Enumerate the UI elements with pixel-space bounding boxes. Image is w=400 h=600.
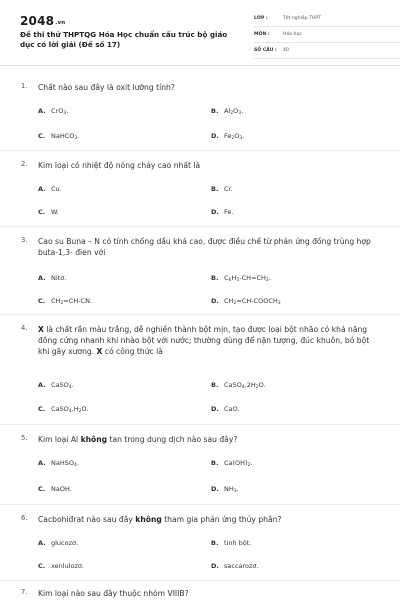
option-text: $NH_3$.	[224, 485, 239, 494]
question-text: Kim loại nào sau đây thuộc nhóm VIIIB?	[38, 589, 189, 598]
option-text: $CH_2=CH-COOCH_3$	[224, 297, 281, 306]
option-b[interactable]: B. $Al_2O_3$.	[211, 107, 244, 116]
meta-row-subject	[254, 30, 400, 43]
option-a[interactable]: A. Cu.	[38, 185, 62, 193]
exam-header	[20, 14, 382, 64]
option-text: saccarozơ.	[224, 562, 259, 570]
exam-title: Đề thi thử THPTQG Hóa Học chuẩn cấu trúc bộ giáo dục có lời giải (Đề số 17)	[20, 30, 228, 49]
option-d[interactable]: D. saccarozơ.	[211, 562, 259, 570]
option-text: NaHSO$_4$.	[51, 459, 79, 468]
option-text: Cu.	[51, 185, 62, 193]
option-text: Nitơ.	[51, 274, 67, 282]
option-text: CrO$_3$.	[51, 107, 69, 116]
header-divider	[0, 65, 400, 66]
option-d[interactable]: D. CaO.	[211, 405, 240, 413]
option-text: CaO.	[224, 405, 240, 413]
question-number: 5.	[21, 434, 28, 442]
option-a[interactable]: A. CaSO$_4$.	[38, 381, 74, 390]
option-a[interactable]: A. glucozơ.	[38, 539, 79, 547]
option-text: $C_6H_5-CH=CH_2$.	[224, 274, 271, 283]
question-divider	[0, 314, 400, 315]
question-text: Kim loại có nhiệt độ nóng chảy cao nhất là	[38, 161, 201, 170]
option-text: $Fe_2O_3$.	[224, 132, 245, 141]
question-divider	[0, 226, 400, 227]
meta-value: Hóa học	[283, 32, 302, 37]
question-text: Cacbohiđrat nào sau đây không tham gia phản ứng thủy phân?	[38, 515, 282, 524]
option-text: NaHCO$_3$.	[51, 132, 80, 141]
logo-main: 2048	[20, 14, 55, 28]
meta-value: Tốt nghiệp THPT	[283, 16, 321, 21]
exam-meta	[254, 14, 400, 62]
question-number: 6.	[21, 514, 28, 522]
option-a[interactable]: A. CrO$_3$.	[38, 107, 69, 116]
option-a[interactable]: A. NaHSO$_4$.	[38, 459, 79, 468]
meta-value: 40	[283, 48, 289, 53]
question-number: 7.	[21, 588, 28, 596]
question-number: 3.	[21, 236, 28, 244]
meta-label: MÔN :	[254, 32, 270, 37]
option-c[interactable]: C. xenlulozơ.	[38, 562, 84, 570]
option-text: $CH_2=CH-CN$.	[51, 297, 93, 306]
logo-suffix: .vn	[55, 20, 66, 26]
option-d[interactable]: D. $Fe_2O_3$.	[211, 132, 245, 141]
option-text: CaSO$_4$.	[51, 381, 74, 390]
question-number: 4.	[21, 324, 28, 332]
option-b[interactable]: B. $C_6H_5-CH=CH_2$.	[211, 274, 271, 283]
option-text: tinh bột.	[224, 539, 252, 547]
option-c[interactable]: C. NaHCO$_3$.	[38, 132, 80, 141]
option-a[interactable]: A. Nitơ.	[38, 274, 67, 282]
question-divider	[0, 424, 400, 425]
question-text: Cao su Buna – N có tính chống dầu khá cao, được điều chế từ phản ứng đồng trùng hợp buta-1,3- đien với	[38, 237, 371, 257]
option-text: Cr.	[224, 185, 233, 193]
question-text: X là chất rắn màu trắng, dễ nghiền thành bột mịn, tạo được loại bột nhão có khả năng đông cứng nhanh khi nhào bột với nước; thường dùng để nặn tượng, đúc khuôn, bó bột khi gãy xương. X có công thức là	[38, 325, 370, 356]
option-c[interactable]: C. NaOH.	[38, 485, 72, 493]
option-b[interactable]: B. $Ca(OH)_2$.	[211, 459, 253, 468]
option-d[interactable]: D. $NH_3$.	[211, 485, 239, 494]
question-number: 2.	[21, 160, 28, 168]
option-text: $Al_2O_3$.	[224, 107, 244, 116]
option-b[interactable]: B. Cr.	[211, 185, 233, 193]
option-c[interactable]: C. W.	[38, 208, 59, 216]
question-divider	[0, 504, 400, 505]
option-d[interactable]: D. $CH_2=CH-COOCH_3$	[211, 297, 281, 306]
option-text: Fe.	[224, 208, 234, 216]
question-divider	[0, 150, 400, 151]
question-text: Chất nào sau đây là oxit lưỡng tính?	[38, 83, 175, 92]
option-text: glucozơ.	[51, 539, 79, 547]
meta-label: LỚP :	[254, 16, 268, 21]
option-text: NaOH.	[51, 485, 72, 493]
question-divider	[0, 580, 400, 581]
option-text: xenlulozơ.	[51, 562, 84, 570]
option-c[interactable]: C. $CaSO_4.H_2O$.	[38, 405, 89, 414]
option-b[interactable]: B. $CaSO_4.2H_2O$.	[211, 381, 266, 390]
option-text: $CaSO_4.2H_2O$.	[224, 381, 266, 390]
option-text: $Ca(OH)_2$.	[224, 459, 253, 468]
question-number: 1.	[21, 82, 28, 90]
option-text: $CaSO_4.H_2O$.	[51, 405, 89, 414]
option-b[interactable]: B. tinh bột.	[211, 539, 252, 547]
meta-row-count	[254, 46, 400, 59]
meta-label: SỐ CÂU :	[254, 48, 277, 53]
question-text: Kim loại Al không tan trong dung dịch nào sau đây?	[38, 435, 238, 444]
option-c[interactable]: C. $CH_2=CH-CN$.	[38, 297, 93, 306]
option-text: W.	[51, 208, 59, 216]
meta-row-class	[254, 14, 400, 27]
option-d[interactable]: D. Fe.	[211, 208, 234, 216]
